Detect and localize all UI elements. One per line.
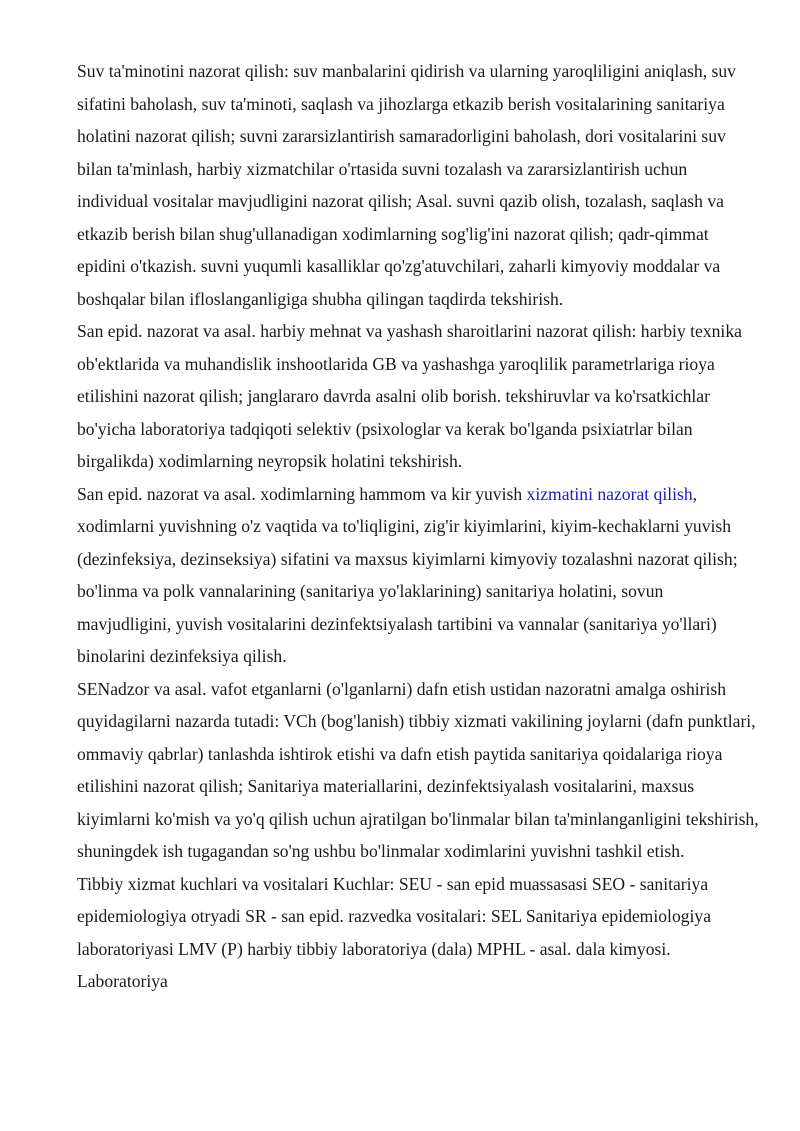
paragraph-text-after-link: , xodimlarni yuvishning o'z vaqtida va to'liqligini, zig'ir kiyimlarini, kiyim-kechaklarni yuvish (dezinfeksiya, dezinseksiya) sifatini va maxsus kiyimlarni kimyoviy tozalashni nazorat qilish; bo'linma va polk vannalarining (sanitariya yo'laklarining) sanitariya holatini, sovun mavjudligini, yuvish vositalarini dezinfektsiyalash tartibini va vannalar (sanitariya yo'llari) binolarini dezinfeksiya qilish. (77, 483, 738, 666)
paragraph-water-supply-control: Suv ta'minotini nazorat qilish: suv manbalarini qidirish va ularning yaroqliligini aniqlash, suv sifatini baholash, suv ta'minoti, saqlash va jihozlarga etkazib berish vositalarining sanitariya holatini nazorat qilish; suvni zararsizlantirish samaradorligini baholash, dori vositalarini suv bilan ta'minlash, harbiy xizmatchilar o'rtasida suvni tozalash va zararsizlantirish uchun individual vositalar mavjudligini nazorat qilish; Asal. suvni qazib olish, tozalash, saqlash va etkazib berish bilan shug'ullanadigan xodimlarning sog'lig'ini nazorat qilish; qadr-qimmat epidini o'tkazish. suvni yuqumli kasalliklar qo'zg'atuvchilari, zaharli kimyoviy moddalar va boshqalar bilan ifloslanganligiga shubha qilingan taqdirda tekshirish. (77, 61, 736, 309)
paragraph-bath-laundry-control (77, 478, 760, 673)
paragraph-medical-service-forces: Tibbiy xizmat kuchlari va vositalari Kuchlar: SEU - san epid muassasasi SEO - sanitariya epidemiologiya otryadi SR - san epid. razvedka vositalari: SEL Sanitariya epidemiologiya laboratoriyasi LMV (P) harbiy tibbiy laboratoriya (dala) MPHL - asal. dala kimyosi. Laboratoriya (77, 873, 712, 991)
paragraph-burial-control: SENadzor va asal. vafot etganlarni (o'lganlarni) dafn etish ustidan nazoratni amalga oshirish quyidagilarni nazarda tutadi: VCh (bog'lanish) tibbiy xizmati vakilining joylarni (dafn punktlari, ommaviy qabrlar) tanlashda ishtirok etishi va dafn etish paytida sanitariya qoidalariga rioya etilishini nazorat qilish; Sanitariya materiallarini, dezinfektsiyalash vositalarini, maxsus kiyimlarni ko'mish va yo'q qilish uchun ajratilgan bo'linmalar bilan ta'minlanganligini tekshirish, shuningdek ish tugagandan so'ng ushbu bo'linmalar xodimlarini yuvishni tashkil etish. (77, 678, 759, 861)
bath-laundry-service-link[interactable]: xizmatini nazorat qilish (526, 483, 693, 504)
paragraph-living-conditions-control: San epid. nazorat va asal. harbiy mehnat va yashash sharoitlarini nazorat qilish: harbiy texnika ob'ektlarida va muhandislik inshootlarida GB va yashashga yaroqlilik parametrlariga rioya etilishini nazorat qilish; janglararo davrda asalni olib borish. tekshiruvlar va ko'rsatkichlar bo'yicha laboratoriya tadqiqoti selektiv (psixologlar va kerak bo'lganda psixiatrlar bilan birgalikda) xodimlarning neyropsik holatini tekshirish. (77, 321, 742, 471)
paragraph-text-before-link: San epid. nazorat va asal. xodimlarning hammom va kir yuvish (77, 483, 527, 504)
